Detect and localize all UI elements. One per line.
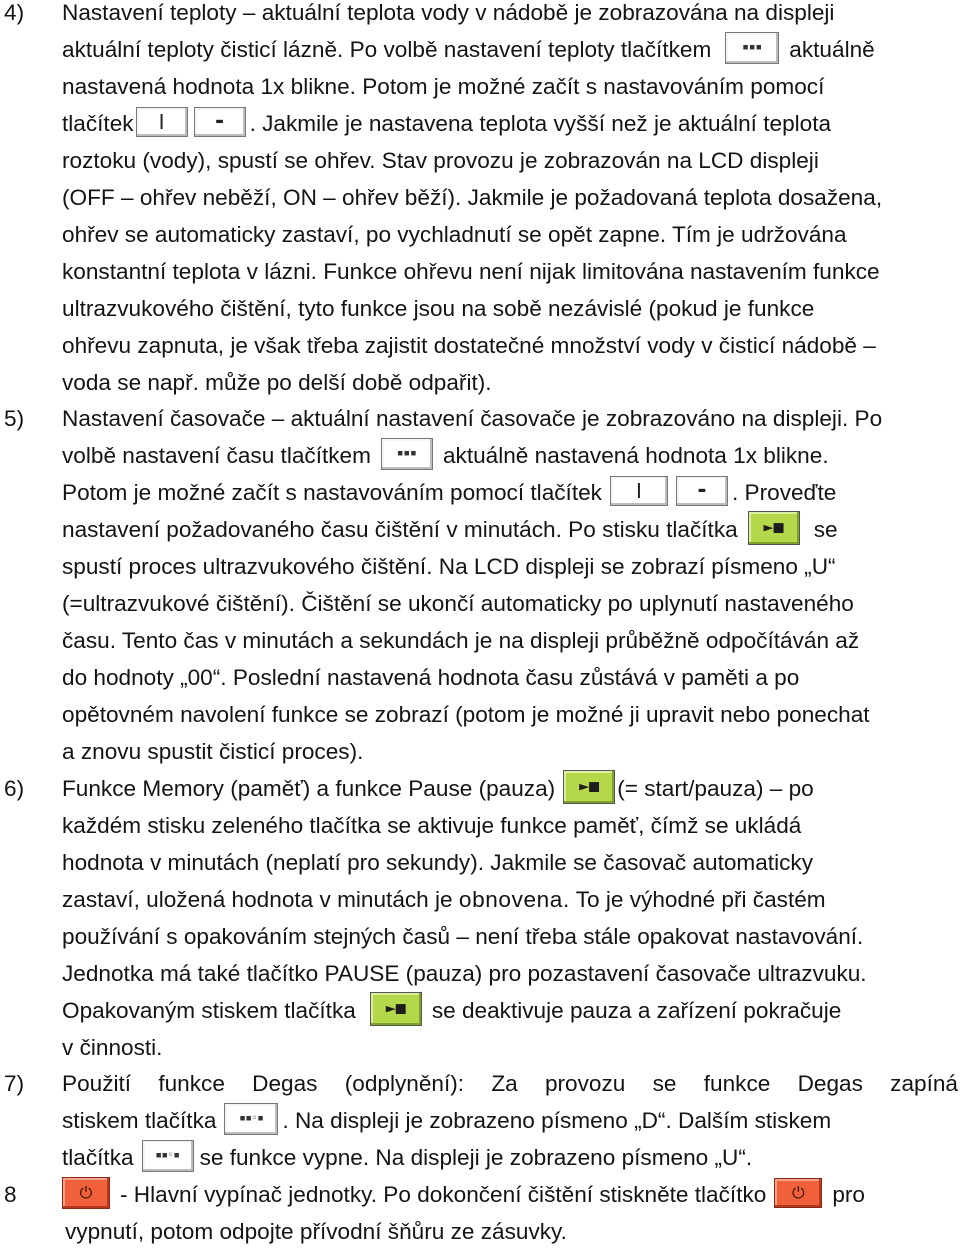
text-line: opětovném navolení funkce se zobrazí (potom je možné ji upravit nebo ponechat	[62, 702, 870, 728]
play-pause-glyph: ►■	[579, 779, 600, 795]
text-line: ultrazvukového čištění, tyto funkce jsou na sobě nezávislé (pokud je funkce	[62, 296, 815, 322]
text-line: voda se např. může po delší době odpařit).	[62, 370, 492, 396]
text-line: Nastavení teploty – aktuální teplota vody v nádobě je zobrazována na displeji	[62, 0, 835, 25]
text-line: Jednotka má také tlačítko PAUSE (pauza) pro pozastavení časovače ultrazvuku.	[62, 961, 867, 987]
text-line	[62, 770, 958, 807]
text-line: Nastavení časovače – aktuální nastavení časovače je zobrazováno na displeji. Po	[62, 406, 883, 431]
text-line	[62, 511, 958, 548]
text-line: času. Tento čas v minutách a sekundách je na displeji průběžně odpočítáván až	[62, 628, 860, 654]
text-segment: se funkce vypne. Na displeji je zobrazeno písmeno „U“.	[199, 1145, 753, 1171]
play-pause-button-icon	[748, 511, 800, 545]
text-line: nastavená hodnota 1x blikne. Potom je možné začít s nastavováním pomocí	[62, 74, 825, 100]
text-segment: . Jakmile je nastavena teplota vyšší než je aktuální teplota	[249, 111, 832, 137]
item-text	[62, 400, 958, 770]
play-pause-glyph: ►■	[763, 520, 784, 536]
text-segment: (= start/pauza) – po	[617, 776, 814, 801]
text-segment: volbě nastavení času tlačítkem	[62, 443, 371, 469]
item-text	[14, 1176, 958, 1250]
degas-button-icon	[224, 1103, 278, 1135]
up-glyph: I	[158, 110, 165, 135]
text-line: hodnota v minutách (neplatí pro sekundy). Jakmile se časovač automaticky	[62, 850, 813, 876]
play-pause-glyph: ►■	[385, 1001, 406, 1017]
power-glyph: ⏻	[792, 1183, 805, 1203]
item-text	[62, 770, 958, 1066]
up-button-icon	[136, 107, 188, 137]
play-pause-button-icon	[370, 992, 422, 1026]
set-button-icon	[381, 438, 433, 470]
text-segment: zastaví, uložená hodnota v minutách je	[62, 887, 453, 913]
text-segment: To je výhodné při častém	[575, 887, 826, 913]
text-line: vypnutí, potom odpojte přívodní šňůru ze zásuvky.	[65, 1219, 567, 1245]
item-number: 4)	[4, 0, 25, 25]
text-line: (OFF – ohřev neběží, ON – ohřev běží). Jakmile je požadovaná teplota dosažena,	[62, 185, 883, 211]
text-line	[62, 881, 958, 918]
power-button-icon	[774, 1178, 822, 1208]
item-number: 5)	[4, 406, 25, 431]
degas-glyph: ▪▪◦▪	[155, 1150, 180, 1161]
item-text	[62, 0, 958, 402]
text-line: konstantní teplota v lázni. Funkce ohřevu není nijak limitována nastavením funkce	[62, 259, 880, 285]
text-line: Použití funkce Degas (odplynění): Za provozu se funkce Degas zapíná	[62, 1071, 958, 1096]
text-line	[14, 1176, 958, 1213]
text-line: do hodnoty „00“. Poslední nastavená hodnota času zůstává v paměti a po	[62, 665, 800, 691]
text-segment: Potom je možné začít s nastavováním pomocí tlačítek	[62, 480, 602, 506]
item-number: 8	[4, 1182, 17, 1207]
item-number: 6)	[4, 776, 25, 801]
down-button-icon	[194, 107, 246, 137]
degas-glyph: ▪▪◦▪	[239, 1113, 264, 1124]
text-segment: stiskem tlačítka	[62, 1108, 217, 1134]
text-line: roztoku (vody), spustí se ohřev. Stav provozu je zobrazován na LCD displeji	[62, 148, 819, 174]
down-glyph: -	[697, 478, 707, 504]
text-line: ohřev se automaticky zastaví, po vychladnutí se opět zapne. Tím je udržována	[62, 222, 847, 248]
text-segment: aktuálně	[789, 37, 875, 63]
text-line: spustí proces ultrazvukového čištění. Na LCD displeji se zobrazí písmeno „U“	[62, 554, 836, 580]
text-segment: . Na displeji je zobrazeno písmeno „D“. Dalším stiskem	[282, 1108, 832, 1134]
up-glyph: I	[636, 479, 642, 504]
up-button-icon	[610, 476, 668, 506]
text-segment: aktuálně nastavená hodnota 1x blikne.	[442, 443, 829, 469]
down-glyph: -	[215, 109, 225, 135]
set-glyph: ▪▪▪	[742, 42, 763, 53]
text-segment: pro	[832, 1182, 865, 1207]
text-line: a znovu spustit čisticí proces).	[62, 739, 364, 765]
text-line	[62, 474, 958, 511]
text-line	[62, 992, 958, 1029]
text-segment: obnovena.	[458, 887, 570, 913]
text-line	[62, 105, 958, 142]
item-number: 7)	[4, 1071, 25, 1096]
text-segment: . Proveďte	[731, 480, 837, 506]
text-line	[62, 1102, 958, 1139]
text-line	[62, 1139, 958, 1176]
degas-button-icon	[142, 1140, 194, 1172]
power-button-icon	[62, 1177, 110, 1209]
power-glyph: ⏻	[79, 1183, 93, 1203]
text-segment: tlačítka	[62, 1145, 134, 1171]
item-text	[62, 1065, 958, 1176]
down-button-icon	[676, 476, 728, 506]
set-button-icon	[725, 32, 779, 64]
play-pause-button-icon	[563, 770, 615, 804]
text-line: v činnosti.	[62, 1035, 163, 1061]
text-segment: Funkce Memory (paměť) a funkce Pause (pauza)	[62, 776, 556, 801]
text-segment: se	[813, 517, 838, 543]
text-segment: se deaktivuje pauza a zařízení pokračuje	[431, 998, 842, 1024]
text-line: ohřevu zapnuta, je však třeba zajistit dostatečné množství vody v čisticí nádobě –	[62, 333, 876, 359]
text-segment: - Hlavní vypínač jednotky. Po dokončení čištění stiskněte tlačítko	[120, 1182, 767, 1207]
text-line: (=ultrazvukové čištění). Čištění se ukončí automaticky po uplynutí nastaveného	[62, 591, 854, 617]
text-line: používání s opakováním stejných časů – není třeba stále opakovat nastavování.	[62, 924, 864, 950]
text-segment: Opakovaným stiskem tlačítka	[62, 998, 356, 1024]
text-segment: tlačítek	[62, 111, 134, 137]
text-line	[62, 31, 958, 68]
text-segment: aktuální teploty čisticí lázně. Po volbě nastavení teploty tlačítkem	[62, 37, 712, 63]
set-glyph: ▪▪▪	[397, 448, 417, 459]
text-line	[62, 437, 958, 474]
text-line: každém stisku zeleného tlačítka se aktivuje funkce paměť, čímž se ukládá	[62, 813, 802, 839]
text-segment: nastavení požadovaného času čištění v minutách. Po stisku tlačítka	[62, 517, 738, 543]
